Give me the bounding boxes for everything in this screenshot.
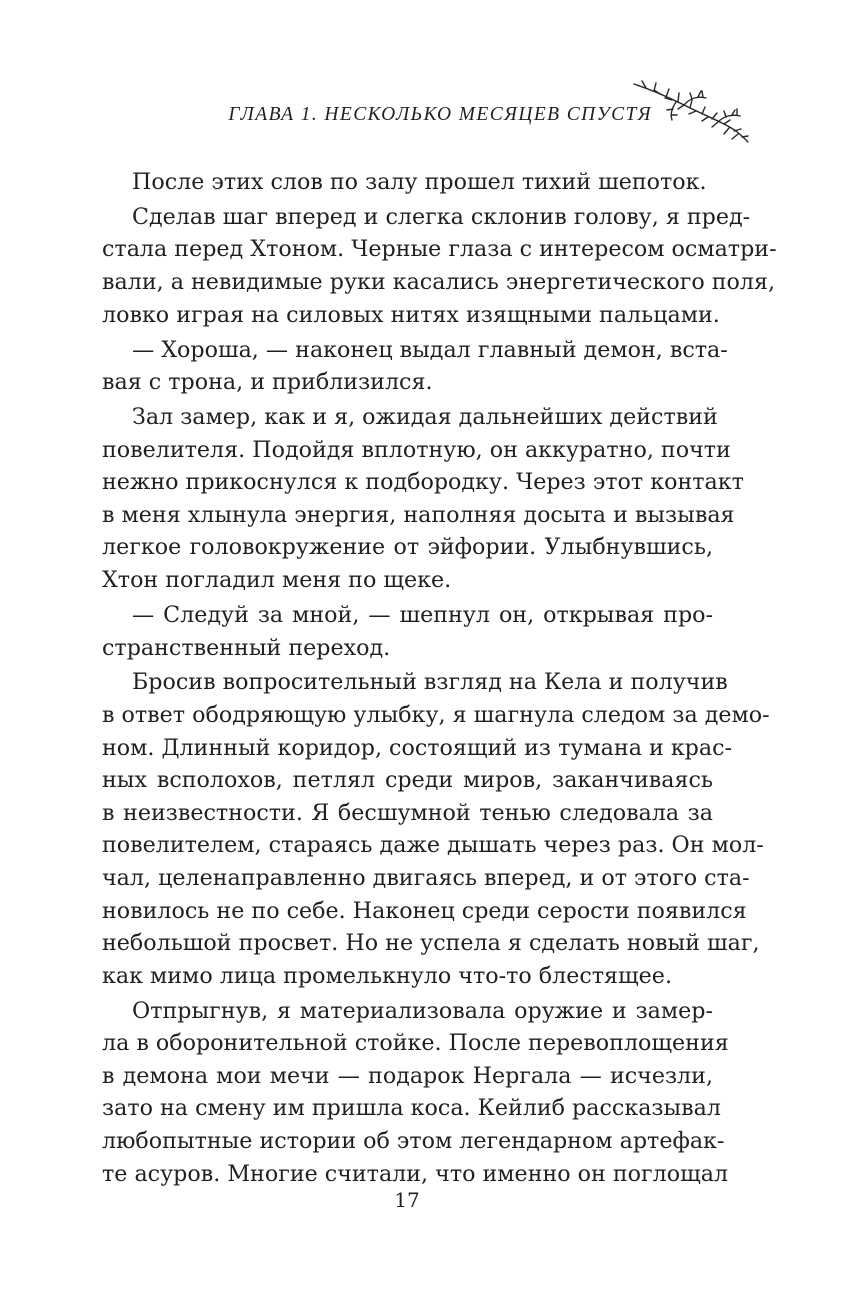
text-line: — Хороша, — наконец выдал главный демон, вста- <box>132 336 728 363</box>
text-line: в демона мои мечи — подарок Нергала — исчезли, <box>102 1062 713 1089</box>
text-line: легкое головокружение от эйфории. Улыбнувшись, <box>102 534 713 561</box>
text-line: ловко играя на силовых нитях изящными пальцами. <box>102 301 720 328</box>
text-line: в неизвестности. Я бесшумной тенью следовала за <box>102 799 713 826</box>
text-line: чал, целенаправленно двигаясь вперед, и от этого ста- <box>102 864 750 891</box>
text-line: те асуров. Многие считали, что именно он поглощал <box>102 1160 729 1187</box>
text-line: странственный переход. <box>102 634 391 661</box>
text-line: повелителя. Подойдя вплотную, он аккуратно, почти <box>102 436 731 463</box>
text-line: повелителем, стараясь даже дышать через раз. Он мол- <box>102 832 764 859</box>
text-line: Отпрыгнув, я материализовала оружие и замер- <box>132 997 713 1024</box>
text-line: вая с трона, и приблизился. <box>102 369 433 396</box>
text-line: небольшой просвет. Но не успела я сделать новый шаг, <box>102 930 760 957</box>
text-line: ном. Длинный коридор, состоящий из тумана и крас- <box>102 734 733 761</box>
thorny-branch-icon <box>632 76 752 146</box>
text-line: После этих слов по залу прошел тихий шепоток. <box>132 169 707 195</box>
text-line: ла в оборонительной стойке. После перевоплощения <box>102 1030 729 1057</box>
text-line: любопытные истории об этом легендарном артефак- <box>102 1128 725 1154</box>
text-line: нежно прикоснулся к подбородку. Через этот контакт <box>102 469 744 496</box>
text-line: Зал замер, как и я, ожидая дальнейших действий <box>132 404 718 431</box>
text-line: — Следуй за мной, — шепнул он, открывая про- <box>132 601 713 628</box>
text-line: новилось не по себе. Наконец среди серости появился <box>102 897 747 924</box>
running-head: ГЛАВА 1. НЕСКОЛЬКО МЕСЯЦЕВ СПУСТЯ <box>228 104 652 125</box>
text-line: Бросив вопросительный взгляд на Кела и получив <box>132 669 728 696</box>
text-line: в ответ ободряющую улыбку, я шагнула следом за демо- <box>102 701 770 728</box>
text-line: в меня хлынула энергия, наполняя досыта и вызывая <box>102 501 735 528</box>
text-line: ных всполохов, петлял среди миров, заканчиваясь <box>102 767 713 794</box>
page-number: 17 <box>394 1188 420 1212</box>
text-line: Сделав шаг вперед и слегка склонив голову, я пред- <box>132 203 751 230</box>
body-text <box>102 166 777 1190</box>
text-line: стала перед Хтоном. Черные глаза с интересом осматри- <box>102 236 777 263</box>
text-line: зато на смену им пришла коса. Кейлиб рассказывал <box>102 1095 721 1122</box>
text-line: Хтон погладил меня по щеке. <box>102 567 452 594</box>
text-line: как мимо лица промелькнуло что-то блестящее. <box>102 962 672 989</box>
text-line: вали, а невидимые руки касались энергетического поля, <box>102 269 776 296</box>
